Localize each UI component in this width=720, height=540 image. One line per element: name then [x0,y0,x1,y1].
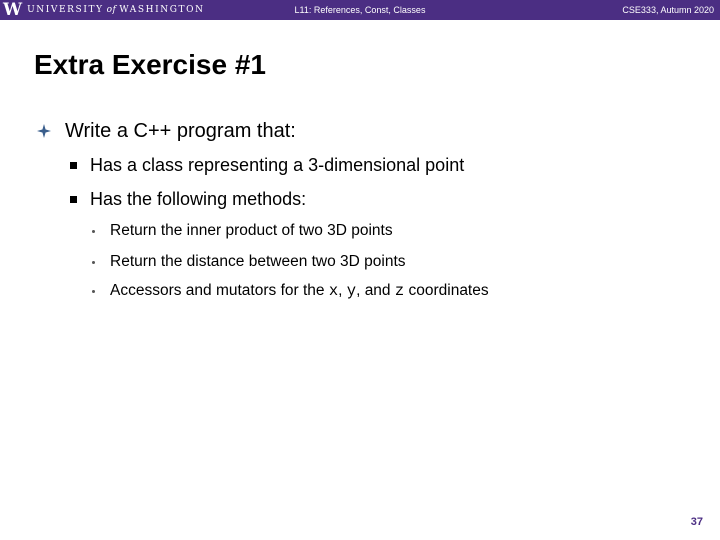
wordmark-washington: WASHINGTON [119,5,205,15]
square-bullet-icon [70,162,77,169]
page-number: 37 [690,516,703,528]
list-item [92,252,406,272]
sub-bullet-text: Has a class representing a 3-dimensional point [90,154,465,175]
dot-bullet-icon [92,230,95,233]
bullet-text: Write a C++ program that: [65,119,296,142]
item-text-sep: , [338,282,347,299]
code-y: y [346,282,357,300]
list-item [92,281,489,301]
dot-bullet-icon [92,261,95,264]
sub-bullet-2 [70,187,306,211]
course-info: CSE333, Autumn 2020 [622,5,714,15]
item-text [110,282,489,300]
list-item [92,221,393,241]
dot-bullet-icon [92,290,95,293]
item-text: Return the inner product of two 3D points [110,222,393,239]
square-bullet-icon [70,196,77,203]
code-x: x [328,282,339,300]
item-text: Return the distance between two 3D points [110,253,406,270]
wordmark-of: of [106,5,117,15]
wordmark-university: UNIVERSITY [27,5,104,15]
sub-bullet-1 [70,153,464,177]
diamond-bullet-icon [36,124,52,138]
lecture-title: L11: References, Const, Classes [294,5,426,15]
uw-w-logo-icon: W [3,0,23,20]
item-text-sep: , and [356,282,395,299]
bullet-level1 [36,118,296,144]
header-bar [0,0,720,20]
sub-bullet-text: Has the following methods: [90,188,307,209]
slide-title: Extra Exercise #1 [34,49,266,80]
item-text-post: coordinates [404,282,489,299]
code-z: z [394,282,405,300]
item-text-pre: Accessors and mutators for the [110,282,329,299]
